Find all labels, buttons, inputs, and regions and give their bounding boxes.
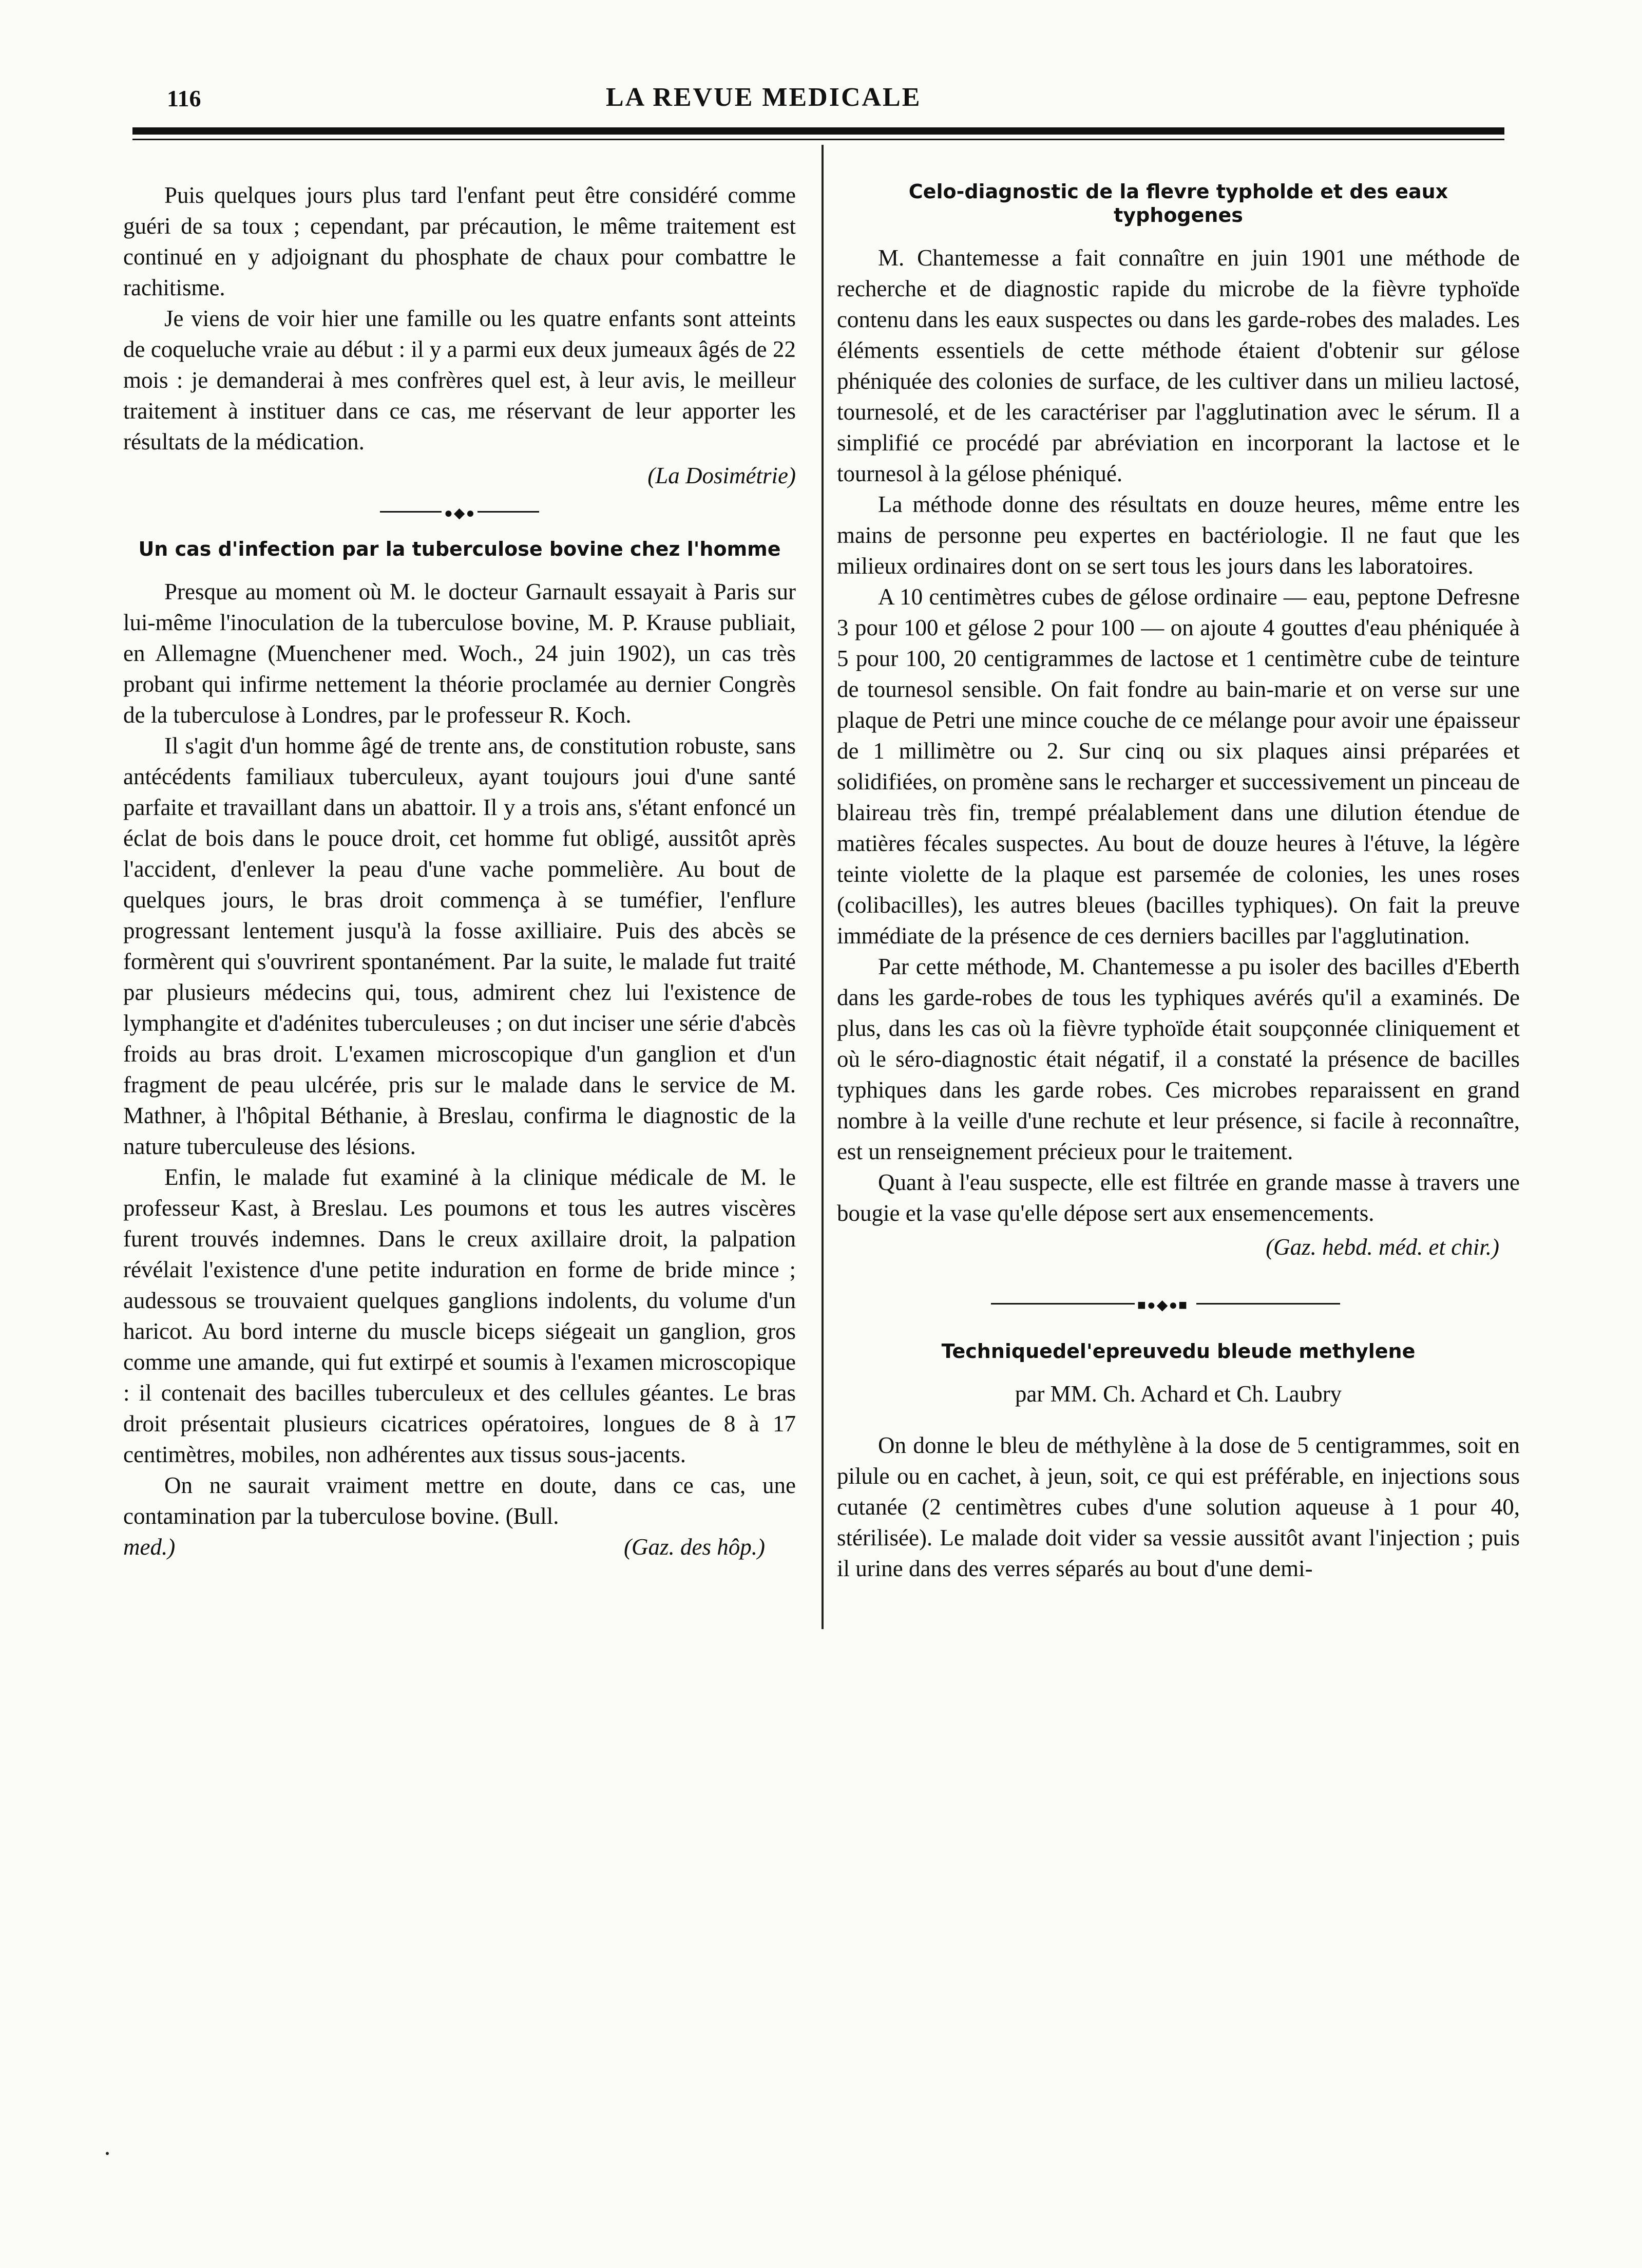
- right-column: [837, 180, 1520, 1584]
- article-heading: Celo-diagnostic de la flevre typholde et des eaux typhogenes: [908, 180, 1448, 226]
- header-rule-thin: [132, 139, 1504, 140]
- paragraph: Il s'agit d'un homme âgé de trente ans, de constitution robuste, sans antécédents familiaux tuberculeux, ayant toujours joui d'une santé parfaite et travaillant dans un abattoir. Il y a trois ans, s'étant enfoncé un éclat de bois dans le pouce droit, cet homme fut obligé, aussitôt après l'accident, d'enlever la peau d'une vache pommelière. Au bout de quelques jours, le bras droit commença à se tuméfier, l'enflure progressant lentement jusqu'à la fosse axilliaire. Puis des abcès se formèrent qui s'ouvrirent spontanément. Par la suite, le malade fut traité par plusieurs médecins qui, tous, admirent chez lui l'existence de lymphangite et d'adénites tuberculeuses ; on dut inciser une série d'abcès froids au bras droit. L'examen microscopique d'un ganglion et d'un fragment de peau ulcérée, pris sur le malade dans le service de M. Mathner, à l'hôpital Béthanie, à Breslau, confirma le diagnostic de la nature tuberculeuse des lésions.: [123, 733, 796, 1159]
- column-divider: [822, 145, 824, 1629]
- paragraph: M. Chantemesse a fait connaître en juin 1901 une méthode de recherche et de diagnostic rapide du microbe de la fièvre typhoïde contenu dans les eaux suspectes ou dans les garde-robes des malades. Les éléments essentiels de cette méthode étaient d'obtenir sur gélose phéniquée des colonies de surface, de les cultiver dans un milieu lactosé, tournesolé, et de les caractériser par l'agglutination avec le sérum. Il a simplifié ce procédé par abréviation en incorporant la lactose et le tournesol à la gélose phéniqué.: [837, 245, 1520, 486]
- article-heading: Techniquedel'epreuvedu bleude methylene: [941, 1340, 1416, 1363]
- article-heading: Un cas d'infection par la tuberculose bovine chez l'homme: [138, 538, 781, 560]
- paragraph: Je viens de voir hier une famille ou les quatre enfants sont atteints de coqueluche vraie au début : il y a parmi eux deux jumeaux âgés de 22 mois : je demanderai à mes confrères quel est, à leur avis, le meilleur traitement à instituer dans ce cas, me réservant de leur apporter les résultats de la médication.: [123, 306, 796, 455]
- paragraph: On ne saurait vraiment mettre en doute, dans ce cas, une contamination par la tuberculose bovine. (Bull.: [123, 1472, 796, 1529]
- source-citation-row: [123, 1532, 796, 1562]
- page-header: [0, 0, 1642, 144]
- left-column: [123, 180, 796, 1562]
- paragraph: Enfin, le malade fut examiné à la clinique médicale de M. le professeur Kast, à Breslau. Les poumons et tous les autres viscères furent trouvés indemnes. Dans le creux axillaire droit, la palpation révélait l'existence d'une petite induration en forme de bride mince ; audessous se trouvaient quelques ganglions indolents, du volume d'un haricot. Au bord interne du muscle biceps siégeait un ganglion, gros comme une amande, qui fut extirpé et soumis à l'examen microscopique : il contenait des bacilles tuberculeux et des cellules géantes. Le bras droit présentait plusieurs cicatrices opératoires, longues de 8 à 17 centimètres, mobiles, non adhérentes aux tissus sous-jacents.: [123, 1164, 796, 1467]
- separator-ornament: ●◆●: [123, 501, 796, 522]
- paragraph: On donne le bleu de méthylène à la dose de 5 centigrammes, soit en pilule ou en cachet, à jeun, soit, ce qui est préférable, en injections sous cutanée (2 centimètres cubes d'une solution aqueuse à 1 pour 40, stérilisée). Le malade doit vider sa vessie aussitôt avant l'injection ; puis il urine dans des verres séparés au bout d'une demi-: [837, 1432, 1520, 1581]
- print-speck: [106, 2152, 109, 2155]
- paragraph: A 10 centimètres cubes de gélose ordinaire — eau, peptone Defresne 3 pour 100 et gélose 2 pour 100 — on ajoute 4 gouttes d'eau phéniquée à 5 pour 100, 20 centigrammes de lactose et 1 centimètre cube de teinture de tournesol sensible. On fait fondre au bain-marie et on verse sur une plaque de Petri une mince couche de ce mélange pour avoir une épaisseur de 1 millimètre ou 2. Sur cinq ou six plaques ainsi préparées et solidifiées, on promène sans le recharger et successivement un pinceau de blaireau très fin, trempé préalablement dans une dilution étendue de matières fécales suspectes. Au bout de douze heures à l'étuve, la légère teinte violette de la plaque est parsemée de colonies, les unes roses (colibacilles), les autres bleues (bacilles typhiques). On fait la preuve immédiate de la présence de ces derniers bacilles par l'agglutination.: [837, 584, 1520, 949]
- header-rule-thick: [132, 127, 1504, 135]
- source-citation: (Gaz. hebd. méd. et chir.): [1266, 1234, 1499, 1260]
- page-number: 116: [167, 85, 201, 111]
- paragraph: La méthode donne des résultats en douze heures, même entre les mains de personne peu expertes en bactériologie. Il ne faut que les milieux ordinaires dont on se sert tous les jours dans les laboratoires.: [837, 492, 1520, 579]
- separator-ornament: ■●◆●■: [837, 1293, 1520, 1314]
- paragraph: Par cette méthode, M. Chantemesse a pu isoler des bacilles d'Eberth dans les garde-robes de tous les typhiques avérés qu'il a examinés. De plus, dans les cas où la fièvre typhoïde était soupçonnée cliniquement et où le séro-diagnostic était négatif, il a constaté la présence de bacilles typhiques dans les garde robes. Ces microbes reparaissent en grand nombre à la veille d'une rechute et leur présence, si facile à reconnaître, est un renseignement précieux pour le traitement.: [837, 954, 1520, 1164]
- source-citation: (La Dosimétrie): [647, 463, 796, 488]
- paragraph: Quant à l'eau suspecte, elle est filtrée en grande masse à travers une bougie et la vase qu'elle dépose sert aux ensemencements.: [837, 1169, 1520, 1226]
- source-citation: med.): [123, 1534, 176, 1560]
- journal-title: LA REVUE MEDICALE: [606, 83, 922, 112]
- article-authors: par MM. Ch. Achard et Ch. Laubry: [1015, 1381, 1342, 1407]
- paragraph: Puis quelques jours plus tard l'enfant peut être considéré comme guéri de sa toux ; cependant, par précaution, le même traitement est continué en y adjoignant du phosphate de chaux pour combattre le rachitisme.: [123, 182, 796, 300]
- source-citation: (Gaz. des hôp.): [624, 1534, 765, 1560]
- paragraph: Presque au moment où M. le docteur Garnault essayait à Paris sur lui-même l'inoculation de la tuberculose bovine, M. P. Krause publiait, en Allemagne (Muenchener med. Woch., 24 juin 1902), un cas très probant qui infirme nettement la théorie proclamée au dernier Congrès de la tuberculose à Londres, par le professeur R. Koch.: [123, 579, 796, 728]
